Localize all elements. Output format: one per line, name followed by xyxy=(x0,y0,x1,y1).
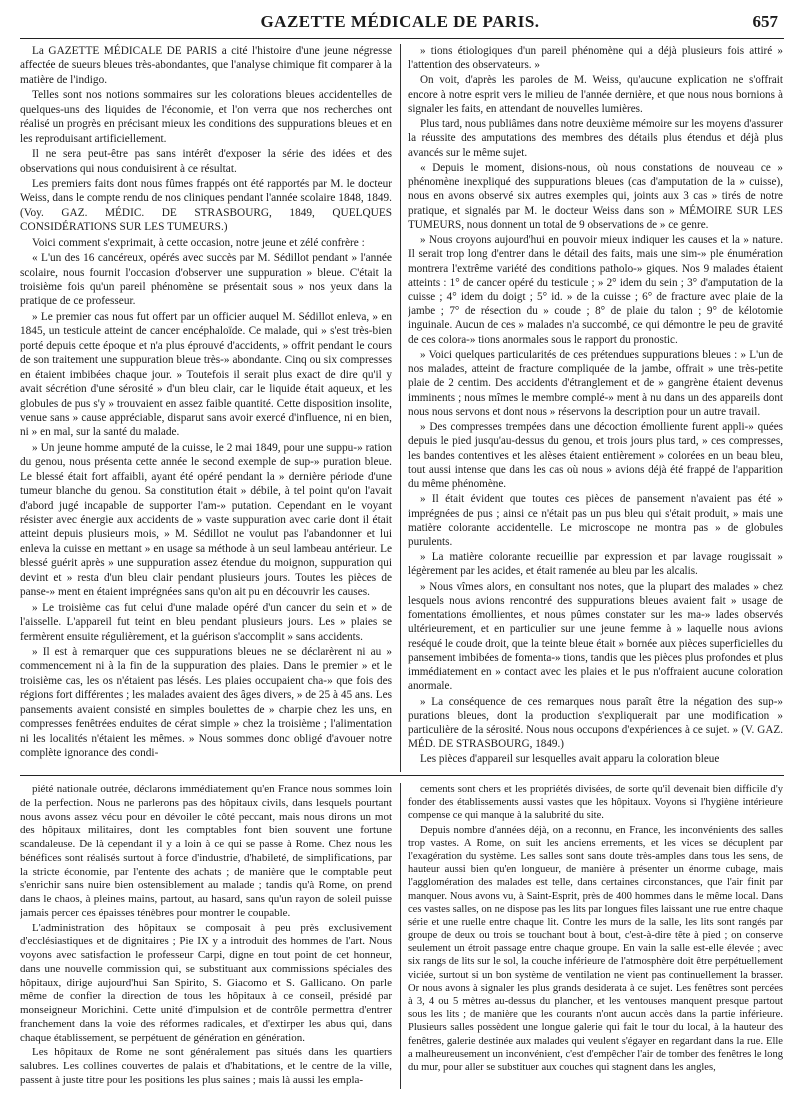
section-rule xyxy=(20,775,784,776)
paragraph: Plus tard, nous publiâmes dans notre deuxième mémoire sur les moyens d'assurer la réussite des amputations des membres des détails plus étendus et déjà plus avancés sur le même sujet. xyxy=(408,118,783,159)
paragraph: » La matière colorante recueillie par expression et par lavage rougissait » légèrement par les acides, et était ramenée au bleu par les alcalis. xyxy=(408,551,783,578)
paragraph: » Le premier cas nous fut offert par un officier auquel M. Sédillot enleva, » en 1845, un testicule atteint de cancer encéphaloïde. Ce malade, qui » s'est très-bien porté depuis cette époque et n'a plus éprouvé d'accidents, » offrit pendant le cours de son traitement une suppuration bleue très-» abondante. Cinq ou six compresses en étaient imbibées chaque jour. » Toutefois il serait plus exact de dire qu'il y avait sécrétion d'une sérosité » d'un bleu clair, car le liquide était aqueux, et les globules de pus s'y » trouvaient en assez faible quantité. Cette disposition insolite, venue sans » cause appréciable, disparut sans avoir exercé d'influence, ni en bien, ni » en mal, sur la santé du malade. xyxy=(20,310,392,439)
paragraph: » La conséquence de ces remarques nous paraît être la négation des sup-» purations bleues, dont la production s'expliquerait par une modification » particulière de la sérosité. Nous nous occupons d'expériences à ce sujet. » (V. GAZ. MÉD. DE STRASBOURG, 1849.) xyxy=(408,695,783,751)
paragraph: L'administration des hôpitaux se composait à peu près exclusivement d'ecclésiastiques et de dignitaires ; Pie IX y a introduit des hommes de l'art. Nous voyons avec satisfaction le professeur Carpi, digne en tout point de cet honneur, dans une nouvelle commission qui, se substituant aux commissions spéciales des hôpitaux, dirige aujourd'hui San Spirito, S. Giacomo et S. Gallicano. On parle même de confier la direction de tous les hôpitaux à ce conseil, présidé par monseigneur Morichini. Cette unité d'impulsion et de contrôle permettra d'entrer franchement dans la voie des réformes radicales, et d'extirper les abus qui, dans chaque établissement, se perpétuent de génération en génération. xyxy=(20,921,392,1044)
paragraph: Telles sont nos notions sommaires sur les colorations bleues accidentelles de quelques-uns des liquides de l'économie, et l'on verra que nos recherches ont réalisé un progrès en précisant mieux les conditions des suppurations bleues et en les reproduisant artificiellement. xyxy=(20,89,392,145)
paragraph: Les premiers faits dont nous fûmes frappés ont été rapportés par M. le docteur Weiss, dans le compte rendu de nos cliniques pendant l'année scolaire 1848, 1849. (Voy. GAZ. MÉDIC. DE STRASBOURG, 1849, QUELQUES CONSIDÉRATIONS SUR LES TUMEURS.) xyxy=(20,177,392,234)
header-rule xyxy=(20,38,784,39)
paragraph: La GAZETTE MÉDICALE DE PARIS a cité l'histoire d'une jeune négresse affectée de sueurs bleues très-abondantes, que l'analyse chimique fit comparer à la matière de l'indigo. xyxy=(20,45,392,86)
upper-right-column xyxy=(408,44,783,770)
paragraph: » tions étiologiques d'un pareil phénomène qui a déjà plusieurs fois attiré » l'attention des observateurs. » xyxy=(408,45,783,72)
paragraph: Les pièces d'appareil sur lesquelles avait apparu la coloration bleue xyxy=(420,753,720,766)
paragraph: Il ne sera peut-être pas sans intérêt d'exposer la série des idées et des observations qui nous conduisirent à ce résultat. xyxy=(20,148,392,175)
upper-column-divider xyxy=(400,44,401,772)
paragraph: piété nationale outrée, déclarons immédiatement qu'en France nous sommes loin de la perfection. Nous ne parlerons pas des hôpitaux civils, dans lesquels pourtant nous avons assez vécu pour en dévoiler le côté peccant, mais nous dirons un mot des hôpitaux militaires, dont les comptables font bien souvent une fortune scandaleuse. De là cependant il y a loin à ce qui se passe à Rome. Chez nous les bénéfices sont réalisés surtout à force d'industrie, d'habileté, de simplifications, par la stricte économie, par l'entente des achats ; de manière que le comptable peut s'enrichir sans nuire bien ostensiblement au malade ; tandis qu'à Rome, on prend dans le chaos, à pleines mains, partout, au hasard, sans qu'un rayon de soleil puisse jamais percer ces épaisses ténèbres pour montrer le coupable. xyxy=(20,783,392,919)
paragraph: » Le troisième cas fut celui d'une malade opéré d'un cancer du sein et » de l'aisselle. L'appareil fut teint en bleu pendant plusieurs jours. Les » plaies se fermèrent ensuite régulièrement, et la guérison s'accomplit » sans accidents. xyxy=(20,601,392,643)
lower-right-column xyxy=(408,783,783,1089)
paragraph: » Un jeune homme amputé de la cuisse, le 2 mai 1849, pour une suppu-» ration du genou, nous présenta cette année le second exemple de sup-» puration bleue. Le blessé était fort affaibli, ayant été opéré pendant la » dernière période d'une tumeur blanche du genou. Sa constitution était » débile, à tel point qu'on l'avait d'abord jugé incapable de supporter l'am-» putation. Cependant en le voyant résister avec énergie aux accidents de » vaste suppuration avec carie dont il était atteint depuis plusieurs mois, » M. Sédillot ne voulut pas l'abandonner et lui enleva la cuisse en mettant » en usage sa méthode à un seul lambeau antérieur. Le blessé guérit après » une suppuration assez étendue du moignon, suppuration qui devint et » resta d'un bleu clair pendant plusieurs jours. Toutes les pièces de panse-» ment en étaient imprégnées sans qu'on ait pu en découvrir les causes. xyxy=(20,441,392,599)
paragraph: « L'un des 16 cancéreux, opérés avec succès par M. Sédillot pendant » l'année scolaire, nous fournit l'occasion d'observer une suppuration » bleue. C'était la troisième fois qu'un pareil phénomène se présentait sous » nos yeux dans la pratique de ce professeur. xyxy=(20,252,392,308)
paragraph: » Il est à remarquer que ces suppurations bleues ne se déclarèrent ni au » commencement ni à la fin de la suppuration des plaies. Dans le premier » et le troisième cas, les os n'étaient pas lésés. Les plaies occupaient cha-» que fois des régions fort différentes ; les malades avaient des âges divers, » de 25 à 45 ans. Les pansements avaient consisté en simples boulettes de » charpie chez les uns, en compresses fenêtrées enduites de cérat simple » chez la troisième ; l'alimentation ni les localités n'étaient les mêmes. » Nous sommes donc obligé d'avouer notre complète ignorance des condi- xyxy=(20,645,392,759)
paragraph: On voit, d'après les paroles de M. Weiss, qu'aucune explication ne s'offrait encore à notre esprit vers le milieu de l'année dernière, et que nous nous bornions à signaler les faits, en attendant de nouvelles lumières. xyxy=(408,74,783,115)
paragraph: » Nous croyons aujourd'hui en pouvoir mieux indiquer les causes et la » nature. Il serait trop long d'entrer dans le détail des faits, mais une sim-» ple énumération montrera l'extrême variété des conditions patholo-» giques. Nos 9 malades étaient atteints : 1° de cancer opéré du testicule ; » 2° idem du sein ; 3° d'amputation de la cuisse ; 4° idem du doigt ; 5° id. » de la cuisse ; 6° de fracture avec plaie de la jambe ; 7° de résection du » coude ; 8° de plaie du talon ; 9° de kélotomie inguinale. Aucun de ces » malades n'a succombé, ce qui démontre le peu de gravité de ces colora-» tions anormales sous le rapport du pronostic. xyxy=(408,234,783,346)
running-title: GAZETTE MÉDICALE DE PARIS. xyxy=(260,12,540,31)
lower-column-divider xyxy=(400,783,401,1089)
paragraph: cements sont chers et les propriétés divisées, de sorte qu'il devenait bien difficile d'y fonder des établissements aussi vastes que les hôpitaux. Voyons si l'hygiène intérieure compense ce qui manque à la salubrité du site. xyxy=(408,784,783,822)
paragraph: » Voici quelques particularités de ces prétendues suppurations bleues : » L'un de nos malades, atteint de fracture compliquée de la jambe, offrait » une très-petite plaie de 2 centim. Des accidents d'étranglement et de » gangrène étaient devenus imminents ; nous mîmes le membre complé-» ment à nu dans un des appareils dont nous nous servons et dont nous » réservons la description pour un autre travail. xyxy=(408,348,783,418)
paragraph: » Il était évident que toutes ces pièces de pansement n'avaient pas été » imprégnées de pus ; ainsi ce n'était pas un pus bleu qui s'était produit, » mais une matière colorante accidentelle. Le microscope ne montra pas » de globules purulents. xyxy=(408,493,783,548)
paragraph: » Des compresses trempées dans une décoction émolliente furent appli-» quées depuis le pied jusqu'au-dessus du genou, et trois jours plus tard, » ces compresses, les bandes contentives et les alèses étaient entièrement » colorées en un beau bleu, tout aussi intense que dans les cas où nous » avions déjà été frappé de l'apparition du même phénomène. xyxy=(408,421,783,491)
upper-left-column xyxy=(20,44,392,770)
lower-left-column xyxy=(20,783,392,1089)
paragraph: Voici comment s'exprimait, à cette occasion, notre jeune et zélé confrère : xyxy=(32,236,365,249)
paragraph: « Depuis le moment, disions-nous, où nous constations de nouveau ce » phénomène inexpliqué des suppurations bleues (cas d'amputation de la » cuisse), nous en avons observé six autres exemples qui, joints aux 3 cas » tirés de notre pratique, et signalés par M. le docteur Weiss dans son » MÉMOIRE SUR LES TUMEURS, nous donnent un total de 9 observations de » ce genre. xyxy=(408,161,783,231)
paragraph: » Nous vîmes alors, en consultant nos notes, que la plupart des malades » chez lesquels nous avions rencontré des suppurations bleues avaient fait » usage de fomentations émollientes, et nous pûmes constater sur les ma-» lades observés ultérieurement, et en particulier sur une jeune femme à » laquelle nous avions reséqué le coude droit, que la teinte bleue était » bornée aux pièces superficielles du pansement imbibées de fomenta-» tions, tandis que les pièces plus profondes et plus immédiatement en » contact avec les plaies et le pus n'offraient aucune coloration anormale. xyxy=(408,580,783,693)
paragraph: Depuis nombre d'années déjà, on a reconnu, en France, les inconvénients des salles trop vastes. A Rome, on suit les anciens errements, et les vices se décuplent par l'exagération du système. Les salles sont sans doute très-amples dans tous les sens, de hauteur aussi bien qu'en longueur, de manière à présenter un énorme cubage, mais l'agglomération des malades est telle, dans certaines circonstances, que l'air finit par manquer. Nous avons vu, à Saint-Esprit, près de 400 hommes dans le même local. Dans ces vastes salles, on ne dispose pas les lits par longues files laissant une rue entre chaque série et une ruelle entre chaque lit. Contre les murs de la salle, les lits sont rangés par groupe de deux ou trois se touchant bout à bout, c'est-à-dire tête à pied ; on conserve seulement un étroit passage entre chaque groupe. En vain la salle est-elle élevée ; avec six rangs de lits sur le sol, la couche inférieure de l'atmosphère doit être perpétuellement viciée, surtout si un bon système de ventilation ne vient pas continuellement la brasser. Or nous avons à signaler les plus grands desiderata à ce sujet. Les fenêtres sont percées à 3, 4 ou 5 mètres au-dessus du plancher, et les ventouses manquent presque partout sous les lits ; de manière que les courants n'ont aucun accès dans la partie inférieure. Plusieurs salles possèdent une longue galerie qui fait le tour du local, à la hauteur des fenêtres, galerie destinée aux malades qui veulent s'égayer en regardant dans la rue. Elle a malheureusement un inconvénient, c'est d'empêcher l'air de tomber des fenêtres le long du mur, pour aller se substituer aux couches qui stagnent dans les angles, xyxy=(408,824,783,1073)
page-number: 657 xyxy=(752,12,778,31)
page-header xyxy=(0,12,800,38)
paragraph: Les hôpitaux de Rome ne sont généralement pas situés dans les quartiers salubres. Les collines couvertes de palais et d'habitations, et le centre de la ville, passent à juste titre pour les positions les plus saines ; mais là aussi les empla- xyxy=(20,1046,392,1086)
